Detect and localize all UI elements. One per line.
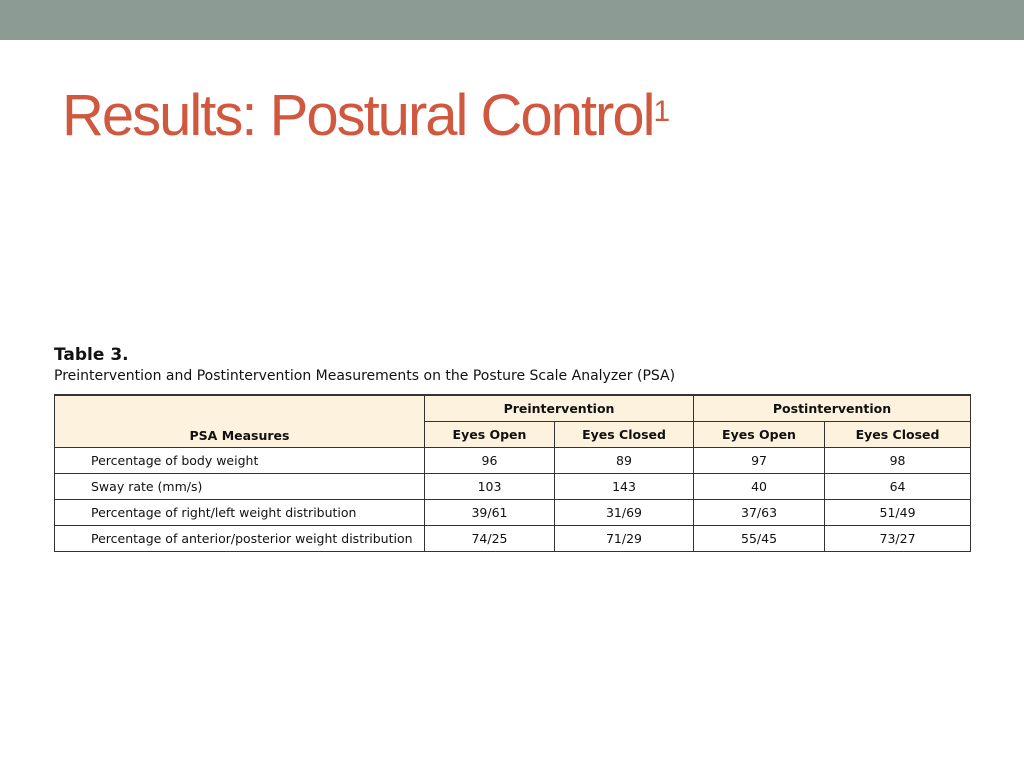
measure-column-header: PSA Measures bbox=[55, 395, 425, 448]
table-heading: Table 3. bbox=[54, 345, 129, 365]
cell-value: 143 bbox=[555, 474, 694, 500]
table-row bbox=[55, 500, 971, 526]
table-caption: Preintervention and Postintervention Measurements on the Posture Scale Analyzer (PSA) bbox=[54, 368, 676, 384]
cell-value: 89 bbox=[555, 448, 694, 474]
subheader-pre-eyes-open: Eyes Open bbox=[425, 422, 555, 448]
cell-value: 73/27 bbox=[825, 526, 971, 552]
cell-value: 74/25 bbox=[425, 526, 555, 552]
table-row bbox=[55, 448, 971, 474]
cell-value: 103 bbox=[425, 474, 555, 500]
cell-value: 71/29 bbox=[555, 526, 694, 552]
row-measure-label: Sway rate (mm/s) bbox=[55, 474, 425, 500]
cell-value: 96 bbox=[425, 448, 555, 474]
slide-title-text: Results: Postural Control bbox=[62, 83, 654, 148]
row-measure-label: Percentage of anterior/posterior weight distribution bbox=[55, 526, 425, 552]
table-row bbox=[55, 526, 971, 552]
table-row bbox=[55, 474, 971, 500]
slide-title bbox=[62, 80, 670, 152]
title-superscript: 1 bbox=[653, 95, 671, 128]
cell-value: 40 bbox=[694, 474, 825, 500]
subheader-post-eyes-closed: Eyes Closed bbox=[825, 422, 971, 448]
group-header-postintervention: Postintervention bbox=[694, 395, 971, 422]
psa-table bbox=[54, 394, 971, 552]
row-measure-label: Percentage of right/left weight distribution bbox=[55, 500, 425, 526]
subheader-post-eyes-open: Eyes Open bbox=[694, 422, 825, 448]
subheader-pre-eyes-closed: Eyes Closed bbox=[555, 422, 694, 448]
group-header-preintervention: Preintervention bbox=[425, 395, 694, 422]
top-band bbox=[0, 0, 1024, 40]
cell-value: 31/69 bbox=[555, 500, 694, 526]
cell-value: 97 bbox=[694, 448, 825, 474]
cell-value: 39/61 bbox=[425, 500, 555, 526]
cell-value: 37/63 bbox=[694, 500, 825, 526]
cell-value: 55/45 bbox=[694, 526, 825, 552]
table-figure bbox=[54, 344, 972, 552]
table-group-header-row bbox=[55, 395, 971, 422]
cell-value: 64 bbox=[825, 474, 971, 500]
cell-value: 98 bbox=[825, 448, 971, 474]
cell-value: 51/49 bbox=[825, 500, 971, 526]
row-measure-label: Percentage of body weight bbox=[55, 448, 425, 474]
